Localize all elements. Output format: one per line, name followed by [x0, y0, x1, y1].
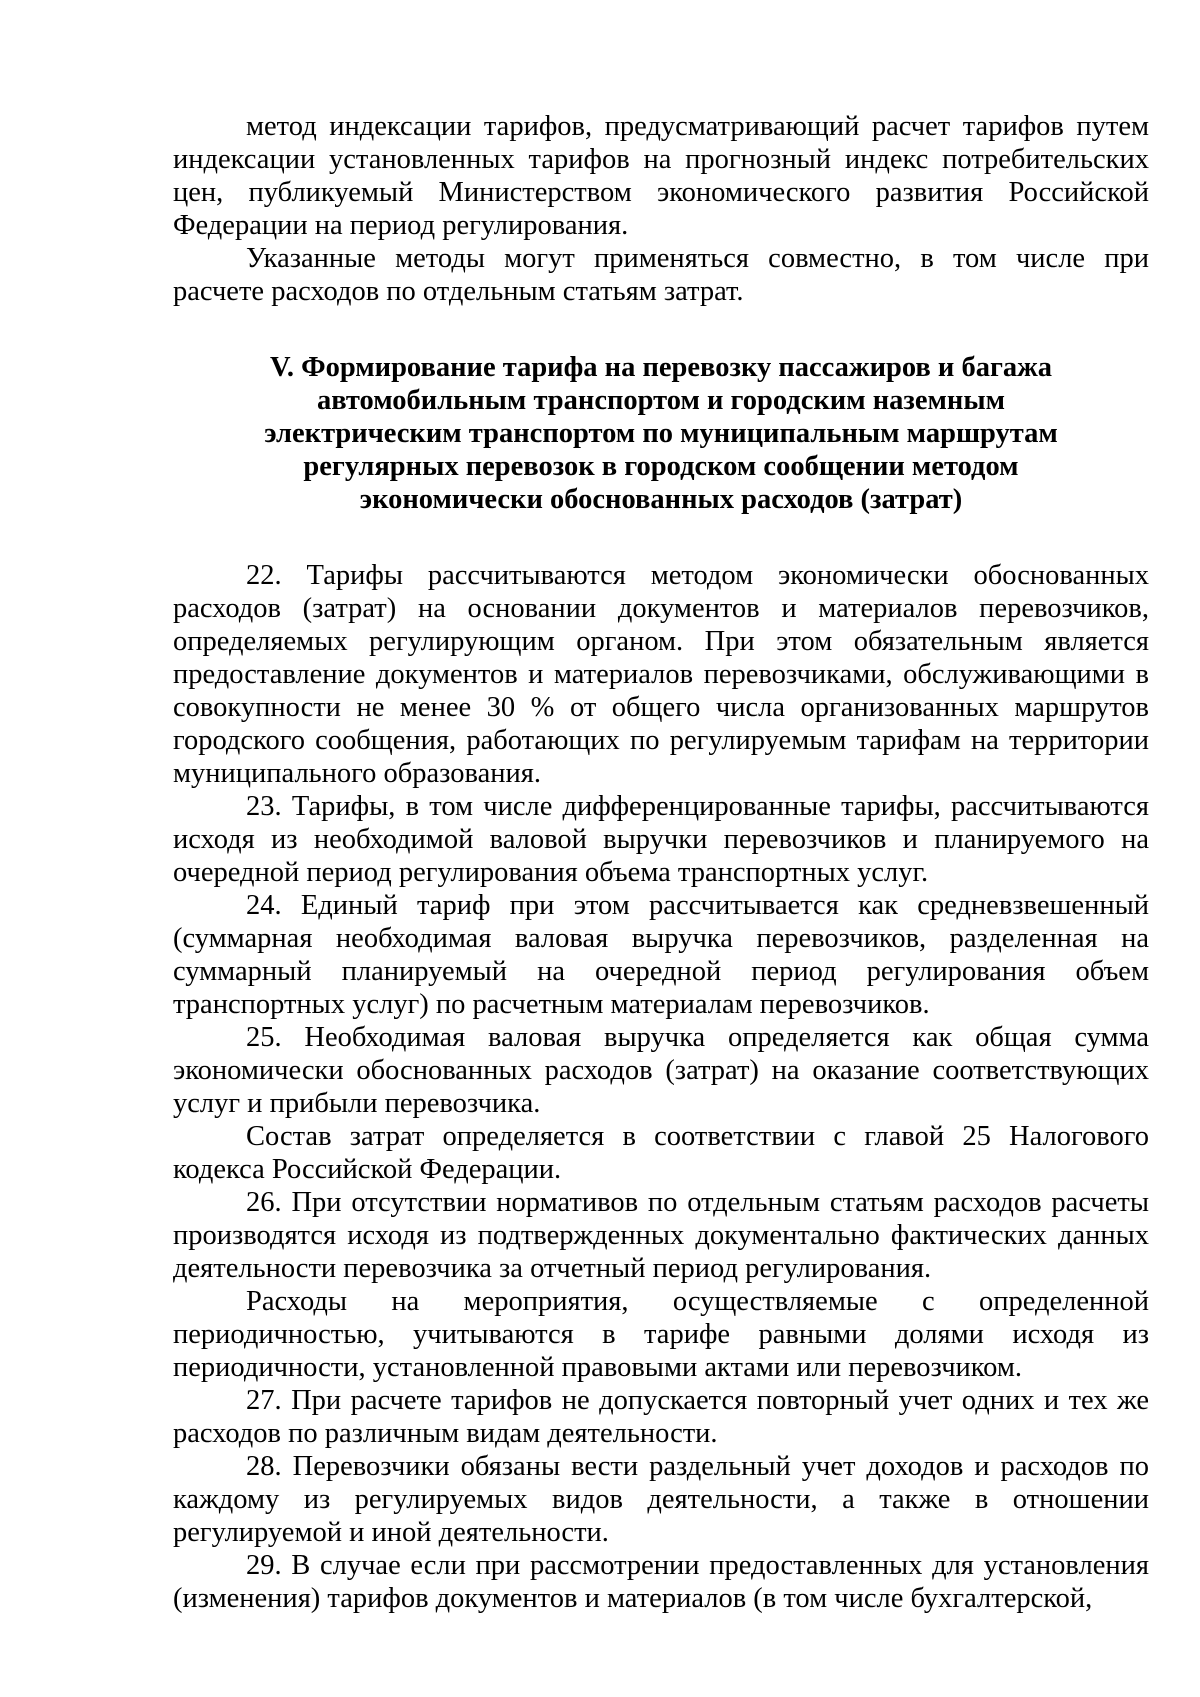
paragraph-25-cost-composition: Состав затрат определяется в соответствии с главой 25 Налогового кодекса Российской Федерации.	[173, 1121, 1149, 1185]
paragraph-23: 23. Тарифы, в том числе дифференцированные тарифы, рассчитываются исходя из необходимой валовой выручки перевозчиков и планируемого на очередной период регулирования объема транспортных услуг.	[173, 791, 1149, 888]
document-body	[173, 110, 1149, 1615]
section-heading-line: V. Формирование тарифа на перевозку пассажиров и багажа	[269, 352, 1053, 383]
intro-paragraph-methods-combined: Указанные методы могут применяться совместно, в том числе при расчете расходов по отдельным статьям затрат.	[173, 243, 1149, 307]
section-heading-line: экономически обоснованных расходов (затрат)	[359, 484, 963, 515]
paragraph-28: 28. Перевозчики обязаны вести раздельный учет доходов и расходов по каждому из регулируемых видов деятельности, а также в отношении регулируемой и иной деятельности.	[173, 1451, 1149, 1548]
section-heading	[173, 351, 1149, 516]
intro-paragraph-method-indexation: метод индексации тарифов, предусматривающий расчет тарифов путем индексации установленных тарифов на прогнозный индекс потребительских цен, публикуемый Министерством экономического развития Российской Федерации на период регулирования.	[173, 111, 1149, 241]
paragraph-29: 29. В случае если при рассмотрении предоставленных для установления (изменения) тарифов документов и материалов (в том числе бухгалтерской,	[173, 1550, 1149, 1614]
paragraph-26: 26. При отсутствии нормативов по отдельным статьям расходов расчеты производятся исходя из подтвержденных документально фактических данных деятельности перевозчика за отчетный период регулирования.	[173, 1187, 1149, 1284]
paragraph-22: 22. Тарифы рассчитываются методом экономически обоснованных расходов (затрат) на основании документов и материалов перевозчиков, определяемых регулирующим органом. При этом обязательным является предоставление документов и материалов перевозчиками, обслуживающими в совокупности не менее 30 % от общего числа организованных маршрутов городского сообщения, работающих по регулируемым тарифам на территории муниципального образования.	[173, 560, 1149, 789]
paragraph-27: 27. При расчете тарифов не допускается повторный учет одних и тех же расходов по различным видам деятельности.	[173, 1385, 1149, 1449]
section-heading-line: автомобильным транспортом и городским наземным	[316, 385, 1006, 416]
section-heading-line: электрическим транспортом по муниципальным маршрутам	[264, 418, 1058, 449]
paragraph-25: 25. Необходимая валовая выручка определяется как общая сумма экономически обоснованных расходов (затрат) на оказание соответствующих услуг и прибыли перевозчика.	[173, 1022, 1149, 1119]
paragraph-24: 24. Единый тариф при этом рассчитывается как средневзвешенный (суммарная необходимая валовая выручка перевозчиков, разделенная на суммарный планируемый на очередной период регулирования объем транспортных услуг) по расчетным материалам перевозчиков.	[173, 890, 1149, 1020]
section-heading-line: регулярных перевозок в городском сообщении методом	[303, 451, 1019, 482]
paragraph-26-periodic-expenses: Расходы на мероприятия, осуществляемые с определенной периодичностью, учитываются в тарифе равными долями исходя из периодичности, установленной правовыми актами или перевозчиком.	[173, 1286, 1149, 1383]
